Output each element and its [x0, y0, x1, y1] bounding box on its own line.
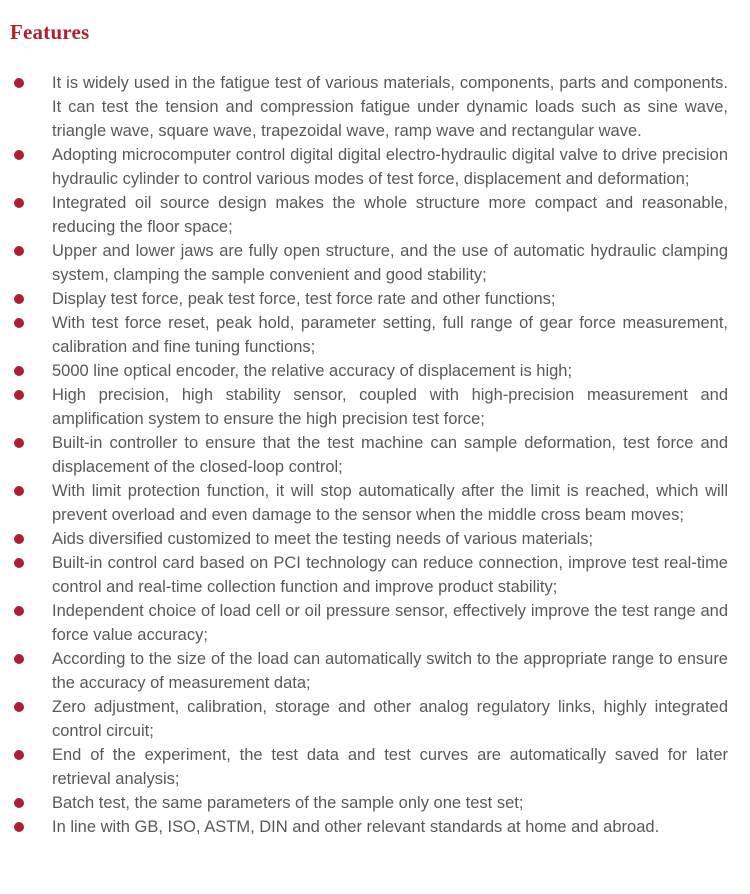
bullet-icon	[14, 558, 24, 568]
bullet-icon	[14, 366, 24, 376]
feature-item	[52, 647, 728, 695]
bullet-icon	[14, 78, 24, 88]
feature-text: Independent choice of load cell or oil pressure sensor, effectively improve the test range and force value accuracy;	[52, 602, 728, 644]
bullet-icon	[14, 318, 24, 328]
feature-item	[52, 527, 728, 551]
bullet-icon	[14, 198, 24, 208]
feature-item	[52, 191, 728, 239]
feature-item	[52, 695, 728, 743]
feature-text: Built-in controller to ensure that the test machine can sample deformation, test force and displacement of the closed-loop control;	[52, 434, 728, 476]
feature-text: It is widely used in the fatigue test of various materials, components, parts and components. It can test the tension and compression fatigue under dynamic loads such as sine wave, triangle wave, square wave, trapezoidal wave, ramp wave and rectangular wave.	[52, 74, 728, 140]
bullet-icon	[14, 534, 24, 544]
feature-text: 5000 line optical encoder, the relative accuracy of displacement is high;	[52, 362, 573, 380]
bullet-icon	[14, 390, 24, 400]
feature-item	[52, 239, 728, 287]
bullet-icon	[14, 294, 24, 304]
feature-item	[52, 791, 728, 815]
feature-text: Built-in control card based on PCI technology can reduce connection, improve test real-time control and real-time collection function and improve product stability;	[52, 554, 728, 596]
feature-item	[52, 431, 728, 479]
feature-text: Upper and lower jaws are fully open structure, and the use of automatic hydraulic clamping system, clamping the sample convenient and good stability;	[52, 242, 728, 284]
feature-item	[52, 383, 728, 431]
feature-item	[52, 143, 728, 191]
feature-text: Integrated oil source design makes the whole structure more compact and reasonable, reducing the floor space;	[52, 194, 728, 236]
section-title: Features	[10, 20, 90, 44]
feature-item	[52, 599, 728, 647]
bullet-icon	[14, 486, 24, 496]
feature-item	[52, 71, 728, 143]
bullet-icon	[14, 822, 24, 832]
bullet-icon	[14, 150, 24, 160]
feature-text: Display test force, peak test force, test force rate and other functions;	[52, 290, 556, 308]
feature-text: According to the size of the load can automatically switch to the appropriate range to ensure the accuracy of measurement data;	[52, 650, 728, 692]
bullet-icon	[14, 606, 24, 616]
feature-item	[52, 359, 728, 383]
bullet-icon	[14, 750, 24, 760]
feature-item	[52, 743, 728, 791]
feature-text: High precision, high stability sensor, coupled with high-precision measurement and amplification system to ensure the high precision test force;	[52, 386, 728, 428]
feature-item	[52, 479, 728, 527]
feature-item	[52, 815, 728, 839]
bullet-icon	[14, 654, 24, 664]
bullet-icon	[14, 246, 24, 256]
feature-item	[52, 551, 728, 599]
feature-item	[52, 311, 728, 359]
feature-text: With test force reset, peak hold, parameter setting, full range of gear force measurement, calibration and fine tuning functions;	[52, 314, 728, 356]
feature-text: End of the experiment, the test data and test curves are automatically saved for later retrieval analysis;	[52, 746, 728, 788]
bullet-icon	[14, 438, 24, 448]
feature-text: In line with GB, ISO, ASTM, DIN and other relevant standards at home and abroad.	[52, 818, 660, 836]
feature-text: Batch test, the same parameters of the sample only one test set;	[52, 794, 524, 812]
feature-text: Adopting microcomputer control digital digital electro-hydraulic digital valve to drive precision hydraulic cylinder to control various modes of test force, displacement and deformation;	[52, 146, 728, 188]
bullet-icon	[14, 798, 24, 808]
feature-item	[52, 287, 728, 311]
feature-text: Zero adjustment, calibration, storage and other analog regulatory links, highly integrated control circuit;	[52, 698, 728, 740]
feature-text: With limit protection function, it will stop automatically after the limit is reached, which will prevent overload and even damage to the sensor when the middle cross beam moves;	[52, 482, 728, 524]
feature-text: Aids diversified customized to meet the testing needs of various materials;	[52, 530, 594, 548]
features-list	[0, 71, 750, 839]
bullet-icon	[14, 702, 24, 712]
